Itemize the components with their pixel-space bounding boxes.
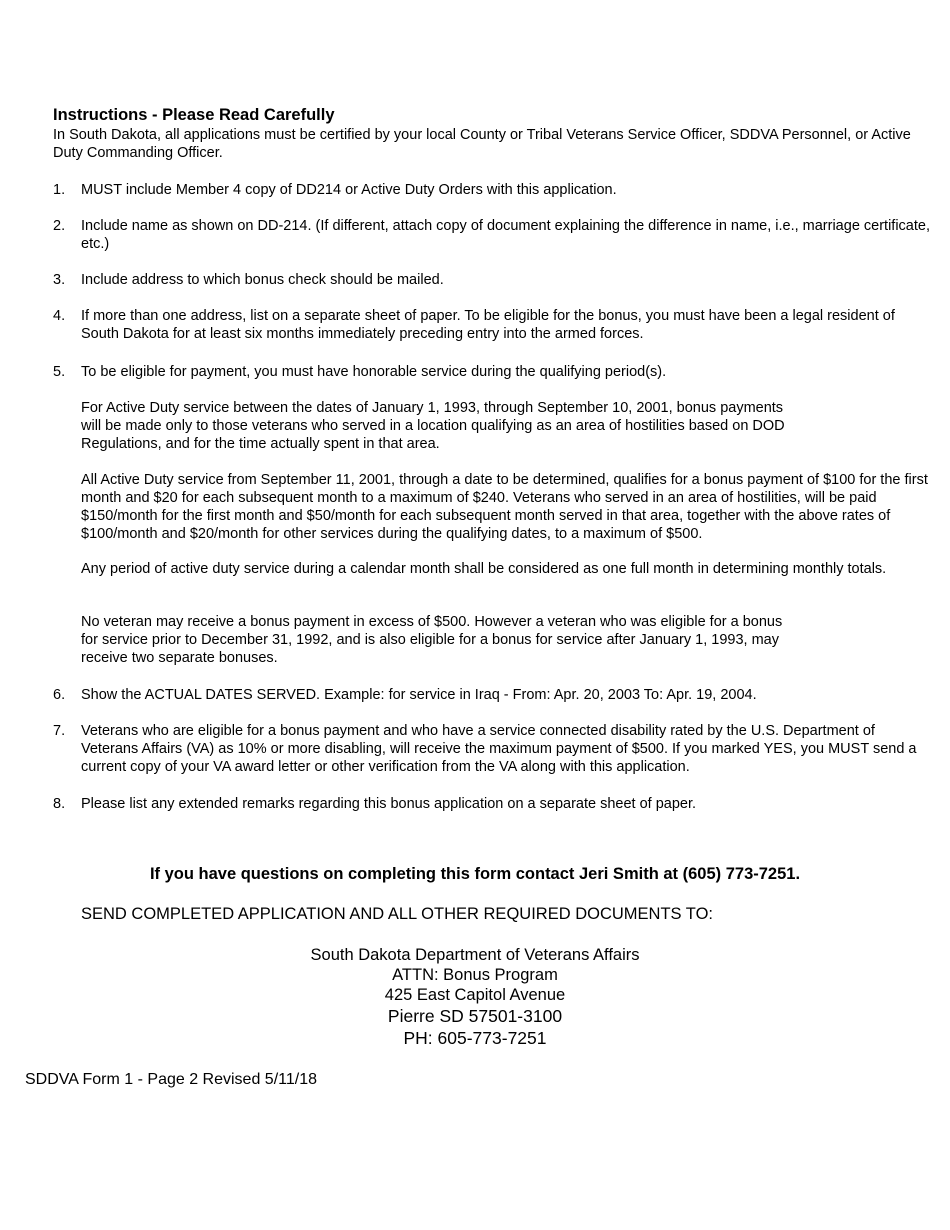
intro-paragraph: In South Dakota, all applications must be certified by your local County or Tribal Veterans Service Officer, SDDVA Personnel, or Active Duty Commanding Officer. xyxy=(53,127,911,161)
item-number: 7. xyxy=(53,723,66,739)
item5-paragraph-3: Any period of active duty service during a calendar month shall be considered as one full month in determining monthly totals. xyxy=(81,561,887,577)
address-line-1: South Dakota Department of Veterans Affairs xyxy=(310,946,640,964)
item5-paragraph-4: No veteran may receive a bonus payment in excess of $500. However a veteran who was eligible for a bonus for service prior to December 31, 1992, and is also eligible for a bonus for service after January 1, 1993, may receive two separate bonuses. xyxy=(81,614,783,666)
item-number: 3. xyxy=(53,272,66,288)
form-footer: SDDVA Form 1 - Page 2 Revised 5/11/18 xyxy=(25,1071,317,1088)
address-line-5: PH: 605-773-7251 xyxy=(403,1028,547,1048)
send-to-heading: SEND COMPLETED APPLICATION AND ALL OTHER REQUIRED DOCUMENTS TO: xyxy=(81,905,714,923)
item-text: To be eligible for payment, you must have honorable service during the qualifying period(s). xyxy=(81,364,667,380)
item-number: 2. xyxy=(53,218,66,234)
contact-line: If you have questions on completing this form contact Jeri Smith at (605) 773-7251. xyxy=(149,865,801,883)
item5-paragraph-1: For Active Duty service between the dates of January 1, 1993, through September 10, 2001, bonus payments will be made only to those veterans who served in a location qualifying as an area of hostilities based on DOD Regulations, and for the time actually spent in that area. xyxy=(81,400,785,452)
item-text: Veterans who are eligible for a bonus payment and who have a service connected disability rated by the U.S. Department of Veterans Affairs (VA) as 10% or more disabling, will receive the maximum payment of $500. If you marked YES, you MUST send a current copy of your VA award letter or other verification from the VA along with this application. xyxy=(81,723,917,775)
mailing-address xyxy=(0,945,950,1049)
item-text: Include name as shown on DD-214. (If different, attach copy of document explaining the difference in name, i.e., marriage certificate, etc.) xyxy=(81,218,930,252)
address-line-4: Pierre SD 57501-3100 xyxy=(387,1006,563,1026)
item-number: 1. xyxy=(53,182,66,198)
item-number: 8. xyxy=(53,796,66,812)
address-line-3: 425 East Capitol Avenue xyxy=(384,986,566,1004)
item-text: MUST include Member 4 copy of DD214 or Active Duty Orders with this application. xyxy=(81,182,617,198)
item-text: Include address to which bonus check should be mailed. xyxy=(81,272,444,288)
item-text: Show the ACTUAL DATES SERVED. Example: for service in Iraq - From: Apr. 20, 2003 To: Apr. 19, 2004. xyxy=(81,687,757,703)
item-number: 6. xyxy=(53,687,66,703)
address-line-2: ATTN: Bonus Program xyxy=(392,966,558,984)
item-number: 5. xyxy=(53,364,66,380)
item5-paragraph-2: All Active Duty service from September 11, 2001, through a date to be determined, qualifies for a bonus payment of $100 for the first month and $20 for each subsequent month to a maximum of $240. Veterans who served in an area of hostilities, will be paid $150/month for the first month and $50/month for each subsequent month served in that area, together with the above rates of $100/month and $20/month for other services during the qualifying dates, to a maximum of $500. xyxy=(81,472,928,542)
instructions-heading: Instructions - Please Read Carefully xyxy=(53,106,335,124)
item-number: 4. xyxy=(53,308,66,324)
item-text: If more than one address, list on a separate sheet of paper. To be eligible for the bonus, you must have been a legal resident of South Dakota for at least six months immediately preceding entry into the armed forces. xyxy=(81,308,895,342)
item-text: Please list any extended remarks regarding this bonus application on a separate sheet of paper. xyxy=(81,796,697,812)
